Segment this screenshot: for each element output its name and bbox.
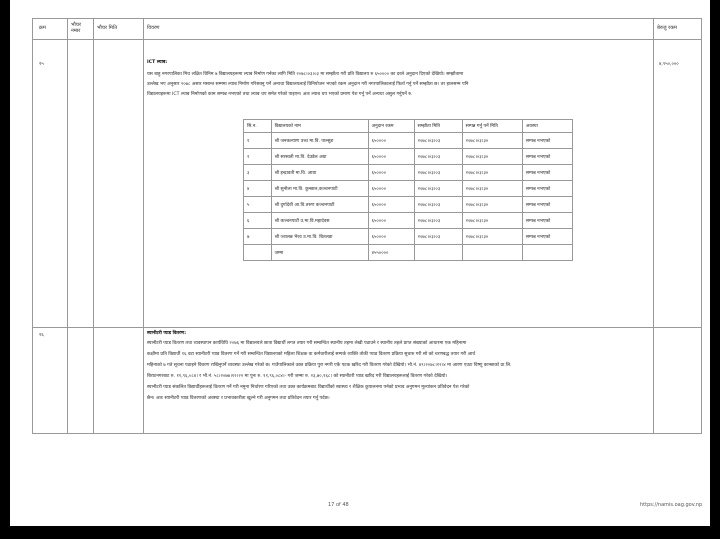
grant-cell: श्री सुनौला मा.वि. कुन्छाल,कञ्चनपाटी [271, 181, 368, 197]
grant-cell: २०७८।०३।३० [462, 213, 522, 229]
grant-header-cell: अनुदान रकम [368, 120, 414, 133]
grant-cell: ६५०००० [368, 165, 414, 181]
grant-cell: सम्पन्न नभएको [522, 229, 572, 245]
table-row [244, 133, 573, 149]
grant-cell: श्री इन्द्रावती मा.वि. आग्रा [271, 165, 368, 181]
grant-cell [462, 245, 522, 261]
grant-cell: श्री ज्वालन्न भैरव उ.मा.वि. बितलडा [271, 229, 368, 245]
table-row [244, 213, 573, 229]
grant-cell: सम्पन्न नभएको [522, 213, 572, 229]
grant-cell: सम्पन्न नभएको [522, 181, 572, 197]
page-number: 17 of 48 [328, 502, 349, 508]
header-voucher-number: भौचर नम्बर [71, 22, 82, 34]
grant-cell: २०७८।०३।०३ [414, 197, 462, 213]
grant-cell: ५ [244, 197, 272, 213]
row1-title: ICT ल्याब: [147, 60, 168, 65]
row2-para-line: छैन। अतः स्यानीटरी प्याड वितरणको अवस्था र प्रभावकारीता खुल्ने गरी अनुगमन तथा प्रतिवेदन तयार गर्नु पर्दछ। [147, 396, 330, 401]
grant-cell: २०७८।०३।३० [462, 229, 522, 245]
row2-para-line: कक्षीमा प्रति विद्यार्थी १६ वटा स्यानीटरी प्याड वितरण गर्ने गरी सम्बन्धित विद्यालयको महिला शिक्षक वा कर्मचारीलाई सम्पर्क व्यक्ति तोकी प्याड वितरण प्रक्रिया सुचारु गरी सो को चरणबद्ध तयार गरी आर्थ [147, 352, 476, 357]
grant-cell: २०७८।०३।३० [462, 149, 522, 165]
row1-para-line: उल्लेख भए अनुसार २०७८ असार मसान्त सम्ममा ल्याब निर्माण गरिसक्नु पर्ने अन्यथा विद्यालयलाई विनियोजन भएको रकम अनुदान गरी नगरपालिकालाई फिर्ता गर्नु पर्ने सम्झौता छ। तर हालसम्म पनि [147, 82, 469, 87]
header-serial: क्रम [39, 25, 46, 31]
row2-para-line: बिराटनगरबाट रु. ११,९६,०८४। र भौ.नं. ५८।२०७७।१२।२२ मा पुनः रु. ११,९६,०८४।- गरी जम्मा रु. २३,७०,१६८। को स्यानीटरी प्याड खरिद गरी विद्यालयहरूलाई वितरण गरेको देखियो। [147, 374, 448, 379]
grant-total-value: ४५५०००० [368, 245, 414, 261]
grant-cell: सम्पन्न नभएको [522, 165, 572, 181]
row2-para-line: स्यानीटरी प्याड संकलित विद्यार्थीहरूलाई वितरण गर्ने गरी नमुना निर्धारण गरिएको तथा उक्त कार्यक्रमबाट विद्यार्थीको स्वास्थ्य र शैक्षिक कुपालनमा पर्नको प्रभाव अनुगमन मूल्यांकन प्रतिवेदन पेश गरेको [147, 385, 470, 390]
grant-cell: ६५०००० [368, 149, 414, 165]
header-description: विवरण [147, 25, 160, 31]
grant-cell: २०७८।०३।०३ [414, 229, 462, 245]
column-serial [33, 19, 68, 433]
grant-table [243, 119, 573, 261]
grant-table-header [244, 120, 573, 133]
row2-para-line: स्यानीटरी प्याड वितरण तथा व्यवस्थापन कार्यविधि २०७६ मा विद्यालयले छात्रा विद्यार्थी लगत तयार गरी सम्बन्धित स्थानीय तहमा लेखी पठाउने र स्थानीय तहले प्राप्त संख्याको आधारमा एक महिनामा [147, 341, 467, 346]
grant-cell: १ [244, 133, 272, 149]
grant-cell: सम्पन्न नभएको [522, 133, 572, 149]
grant-cell: २०७८।०३।३० [462, 197, 522, 213]
grant-cell: ७ [244, 229, 272, 245]
table-row [244, 197, 573, 213]
grant-total-row [244, 245, 573, 261]
grant-cell: २०७८।०३।०३ [414, 213, 462, 229]
grant-cell: ४ [244, 181, 272, 197]
grant-header-cell: सि.न. [244, 120, 272, 133]
grant-cell: सम्पन्न नभएको [522, 197, 572, 213]
grant-cell: ६५०००० [368, 213, 414, 229]
grant-cell: सम्पन्न नभएको [522, 149, 572, 165]
grant-cell: ३ [244, 165, 272, 181]
grant-header-cell: सम्झौता मिति [414, 120, 462, 133]
column-amount [653, 19, 701, 433]
row1-serial: १५ [39, 62, 44, 67]
grant-cell: २०७८।०३।३० [462, 181, 522, 197]
grant-cell [414, 245, 462, 261]
audit-table [32, 18, 702, 434]
table-row [244, 165, 573, 181]
table-row [244, 181, 573, 197]
row1-para-line: यस बाहु नगरपालिका मिथ लक्षित विनिम ७ विद्यालयहरूमा ल्याब निर्माण गर्नका लागि मिति २०७८।०३।०३ मा सम्झौता गरी प्रति विद्यालय रु ६५०००० का दरले अनुदान दिएको देखियो। सम्झौतामा [147, 72, 464, 77]
grant-cell: ६ [244, 213, 272, 229]
column-voucher-date [93, 19, 144, 433]
grant-cell: २०७८।०३।३० [462, 165, 522, 181]
row1-amount: ४,९५०,००० [659, 62, 679, 67]
grant-cell: श्री दुर्गादेवी आ.वि.तरुण कञ्चनपाटी [271, 197, 368, 213]
row-divider [33, 327, 701, 328]
grant-cell: २०७८।०३।०३ [414, 149, 462, 165]
grant-cell: २०७८।०३।०३ [414, 181, 462, 197]
grant-cell: ६५०००० [368, 229, 414, 245]
grant-cell: श्री जनकल्याण उच्च मा.वि. पाल्सुङ [271, 133, 368, 149]
grant-cell: ६५०००० [368, 197, 414, 213]
grant-cell: २०७८।०३।०३ [414, 133, 462, 149]
column-voucher-number [67, 19, 94, 433]
row2-title: स्यानीटरी प्याड वितरण: [147, 331, 187, 336]
header-voucher-date: भौचर मिति [97, 25, 118, 31]
grant-cell [244, 245, 272, 261]
grant-cell: ६५०००० [368, 133, 414, 149]
document-page [10, 0, 710, 526]
grant-header-cell: विद्यालयको नाम [271, 120, 368, 133]
row2-serial: १६ [39, 333, 44, 338]
row2-para-line: महिनाको ७ गते सूचना पठाइने विवरण राखिनुपर्ने व्यवस्था उल्लेख गरेको छ। गाउँपालिकाले उक्त प्रक्रिया पुरा नगरी एकै पटक खरिद गरी वितरण गरेको देखियो। भौ.नं. ४९।२०७८।१२।४ मा आरण एउटा विष्णु कान्छाको प्रा.लि. [147, 363, 512, 368]
table-row [244, 229, 573, 245]
grant-total-label: जम्मा [271, 245, 368, 261]
footer-url[interactable]: https://namis.oag.gov.np [640, 502, 703, 508]
grant-cell: २०७८।०३।३० [462, 133, 522, 149]
table-header [33, 19, 701, 40]
header-amount: बेरुजु रकम [657, 25, 678, 31]
grant-cell: श्री सरस्वती मा.वि. देउडेल अग्रा [271, 149, 368, 165]
grant-cell [522, 245, 572, 261]
grant-cell: २ [244, 149, 272, 165]
grant-header-cell: सम्पन्न गर्नु पर्ने मिति [462, 120, 522, 133]
grant-cell: ६५०००० [368, 181, 414, 197]
grant-cell: २०७८।०३।०३ [414, 165, 462, 181]
grant-cell: श्री कञ्चनपाटी उ.मा.वि.महादेवस [271, 213, 368, 229]
row1-para-line: विद्यालयहरूमा ICT ल्याब निर्माणको काम सम्पन्न नभएको तथा ल्याब थप समेत गरेको पाइएन। अतः ल्याब थप भएको प्रमाण पेश गर्नु पर्ने अन्यथा असुल गर्नुपर्ने रु. [147, 92, 413, 97]
table-row [244, 149, 573, 165]
grant-header-cell: अवस्था [522, 120, 572, 133]
